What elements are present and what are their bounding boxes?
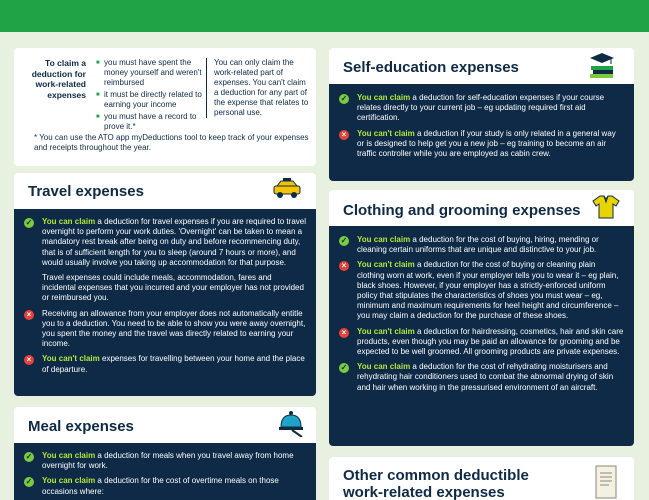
- travel-body: [14, 209, 316, 396]
- travel-title: Travel expenses: [28, 183, 144, 200]
- cross-icon: ×: [339, 130, 349, 140]
- tick-icon: ✓: [340, 363, 348, 373]
- list-item: ✓ You can claim a deduction for the cost of overtime meals on those occasions where:: [25, 476, 279, 496]
- cross-icon: ×: [339, 328, 349, 338]
- travel-card: [14, 173, 316, 396]
- cross-icon: ×: [339, 261, 349, 271]
- top-banner: [0, 0, 649, 32]
- document-icon: [595, 465, 617, 500]
- tick-icon: ✓: [25, 477, 33, 487]
- list-item: × Receiving an allowance from your employer does not automatically entitle you to a deduction. You need to be able to show you were away overnight, you spent the money and the travel was directly related to earning your income.: [14, 309, 316, 350]
- tick-icon: ✓: [340, 94, 348, 103]
- cross-icon: ×: [24, 355, 34, 365]
- list-item: × You can't claim a deduction for the cost of buying or cleaning plain clothing worn at work, even if your employer tells you to wear it – eg plain, black shoes. However, if your employer has a strictly-enforced uniform policy that stipulates the characteristics of shoes you must wear – eg, minimum and maximum requirements for heel height and circumference – you may claim a deduction for the purchase of these shoes.: [329, 260, 634, 321]
- list-item: × You can't claim expenses for travelling between your home and the place of departure.: [14, 354, 316, 374]
- self-education-body: [329, 84, 634, 181]
- cross-icon: ×: [24, 310, 34, 320]
- clothing-body: [329, 226, 634, 446]
- tick-icon: ✓: [25, 218, 33, 227]
- list-item: ✓ You can claim a deduction for the cost of rehydrating moisturisers and rehydrating hair conditioners used to combat the abnormal drying of skin and hair when working in the pressurised environment of an aircraft.: [340, 362, 614, 392]
- list-item: × You can't claim a deduction for hairdressing, cosmetics, hair and skin care products, even though you may be paid an allowance for grooming and be expected to be well groomed. All grooming products are private expenses.: [329, 327, 634, 358]
- list-item: × You can't claim a deduction if your study is only related in a general way or is designed to help get you a new job – eg training to become an air traffic controller while you are employed as cabin crew.: [329, 129, 634, 160]
- travel-paragraph: Travel expenses could include meals, accommodation, fares and incidental expenses that you incurred and your employer has not provided or reimbursed you.: [42, 273, 304, 303]
- intro-bullets: [96, 58, 206, 134]
- list-item: ✓ You can claim a deduction for self-education expenses if your course relates directly to your current job – eg updating required first aid certification.: [340, 93, 605, 123]
- meal-card: [14, 407, 316, 500]
- meal-title: Meal expenses: [28, 418, 134, 435]
- intro-note: * You can use the ATO app myDeductions tool to keep track of your expenses and receipts throughout the year.: [34, 133, 309, 152]
- list-item: ✓ You can claim a deduction for the cost of buying, hiring, mending or cleaning certain uniforms that are unique and distinctive to your job.: [340, 235, 599, 255]
- self-education-title: Self-education expenses: [343, 59, 519, 76]
- intro-side-text: You can only claim the work-related part of expenses. You can't claim a deduction for any part of the expense that relates to personal use.: [206, 58, 310, 118]
- intro-bullet: ■ you must have spent the money yourself and weren't reimbursed: [96, 58, 206, 88]
- other-title: Other common deductible work-related expenses: [343, 467, 529, 500]
- intro-bullet: ■ you must have a record to prove it.*: [96, 112, 206, 132]
- polo-shirt-icon: [591, 194, 621, 225]
- meal-body: [14, 443, 316, 500]
- intro-label: To claim a deduction for work-related expenses: [31, 58, 86, 100]
- room-service-bell-icon: [278, 409, 304, 442]
- list-item: ✓ You can claim a deduction for meals when you travel away from home overnight for work.: [25, 451, 294, 471]
- tick-icon: ✓: [340, 236, 348, 245]
- clothing-title: Clothing and grooming expenses: [343, 202, 581, 219]
- other-card: [329, 457, 634, 500]
- list-item: ✓ You can claim a deduction for travel expenses if you are required to travel overnight to perform your work duties. 'Overnight' can be taken to mean a mandatory rest break after being on duty and before recommencing duty, that is of sufficient length for you to sleep (around 7 hours or more), and would usually involve you taking up accommodation for that purpose.: [25, 217, 306, 267]
- taxi-icon: [272, 177, 302, 206]
- clothing-card: [329, 190, 634, 446]
- self-education-card: [329, 48, 634, 181]
- books-graduation-cap-icon: [587, 52, 617, 85]
- intro-bullet: ■ it must be directly related to earning your income: [96, 90, 206, 110]
- tick-icon: ✓: [25, 452, 33, 461]
- clothing-item-tail: you may claim a deduction for the purchase of these shoes.: [357, 311, 569, 321]
